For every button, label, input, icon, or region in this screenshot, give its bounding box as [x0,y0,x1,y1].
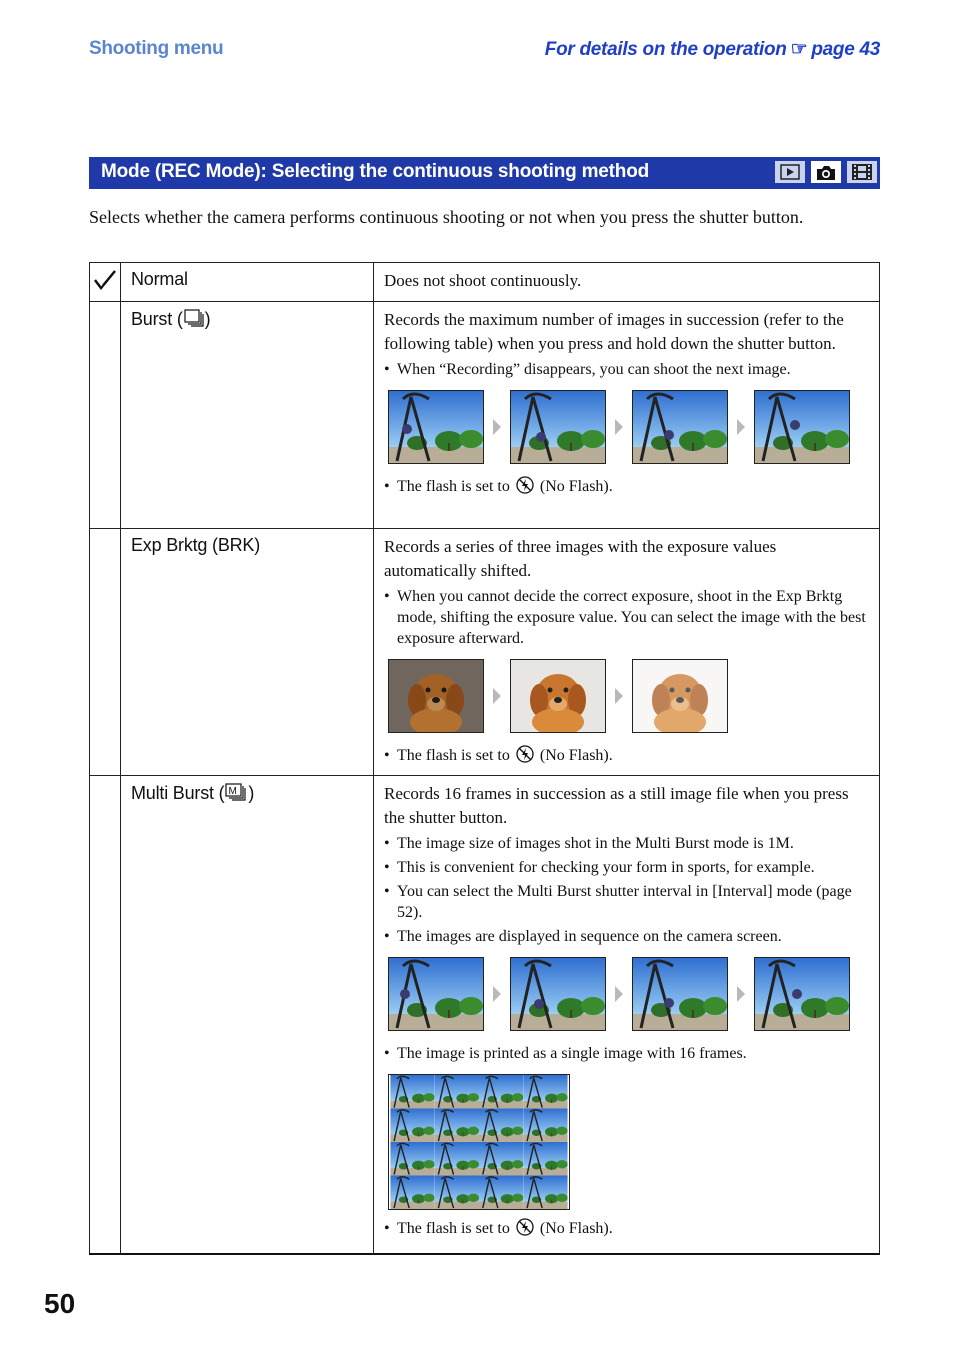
option-desc-multi-burst: Records 16 frames in succession as a still image file when you press the shutter button. [384,784,849,827]
pointing-hand-icon: ☞ [790,39,808,60]
arrow-right-icon [614,418,624,436]
movie-icon [846,160,878,184]
burst-frame-image [388,390,484,464]
arrow-right-icon [736,418,746,436]
playback-icon [774,160,806,184]
mode-options-table [89,262,880,1255]
exposure-normal-image [510,659,606,733]
burst-flash-note: • The flash is set to (No Flash). [384,476,869,497]
option-name-exp-brktg: Exp Brktg (BRK) [131,535,261,555]
multi-burst-flash-note: • The flash is set to (No Flash). [384,1218,869,1239]
exp-brktg-sequence [388,659,869,733]
multi-burst-note: • The image size of images shot in the Multi Burst mode is 1M. [384,833,869,854]
sixteen-frame-image [388,1074,570,1210]
option-desc-exp-brktg: Records a series of three images with the exposure values automatically shifted. [384,537,777,580]
option-desc-burst: Records the maximum number of images in succession (refer to the following table) when you press and hold down the shutter button. [384,310,844,353]
exposure-dark-image [388,659,484,733]
details-page: page 43 [811,39,880,60]
svg-text:M: M [228,786,238,797]
table-row [90,263,880,302]
default-cell [90,263,121,302]
table-row [90,302,880,529]
camera-icon [810,160,842,184]
header-details-link[interactable] [545,38,880,61]
multi-burst-sequence [388,957,869,1031]
burst-frame-image [510,390,606,464]
table-row [90,529,880,776]
arrow-right-icon [614,985,624,1003]
arrow-right-icon [492,687,502,705]
multi-burst-print-note: • The image is printed as a single image with 16 frames. [384,1043,869,1064]
multi-burst-icon [224,782,248,802]
no-flash-icon [516,476,534,494]
burst-frame-image [632,390,728,464]
arrow-right-icon [492,985,502,1003]
arrow-right-icon [492,418,502,436]
mode-icons [770,160,878,186]
option-name-burst: Burst ( ) [131,309,211,329]
arrow-right-icon [736,985,746,1003]
header-section: Shooting menu [89,38,224,59]
details-prefix: For details on the operation [544,39,787,60]
exp-brktg-note: • When you cannot decide the correct exposure, shoot in the Exp Brktg mode, shifting the exposure value. You can select the image with the best exposure afterward. [384,586,869,649]
table-row [90,776,880,1254]
burst-frame-image [754,390,850,464]
option-name-multi-burst: Multi Burst ( M ) [131,783,255,803]
section-title: Mode (REC Mode): Selecting the continuous shooting method [101,161,650,182]
burst-sequence [388,390,869,464]
option-name-normal: Normal [131,269,188,289]
exp-brktg-flash-note: • The flash is set to (No Flash). [384,745,869,766]
multi-burst-frame-image [754,957,850,1031]
burst-icon [183,308,205,328]
multi-burst-note: • This is convenient for checking your form in sports, for example. [384,857,869,878]
section-title-bar [89,157,880,189]
multi-burst-frame-image [510,957,606,1031]
page-number: 50 [44,1288,76,1319]
no-flash-icon [516,1218,534,1236]
multi-burst-frame-image [632,957,728,1031]
multi-burst-note: • The images are displayed in sequence on the camera screen. [384,926,869,947]
multi-burst-frame-image [388,957,484,1031]
checkmark-icon [92,267,118,293]
intro-text: Selects whether the camera performs continuous shooting or not when you press the shutter button. [89,207,804,227]
burst-note: • When “Recording” disappears, you can shoot the next image. [384,359,869,380]
exposure-bright-image [632,659,728,733]
option-desc-normal: Does not shoot continuously. [384,271,582,290]
no-flash-icon [516,745,534,763]
arrow-right-icon [614,687,624,705]
multi-burst-note: • You can select the Multi Burst shutter interval in [Interval] mode (page 52). [384,881,869,923]
